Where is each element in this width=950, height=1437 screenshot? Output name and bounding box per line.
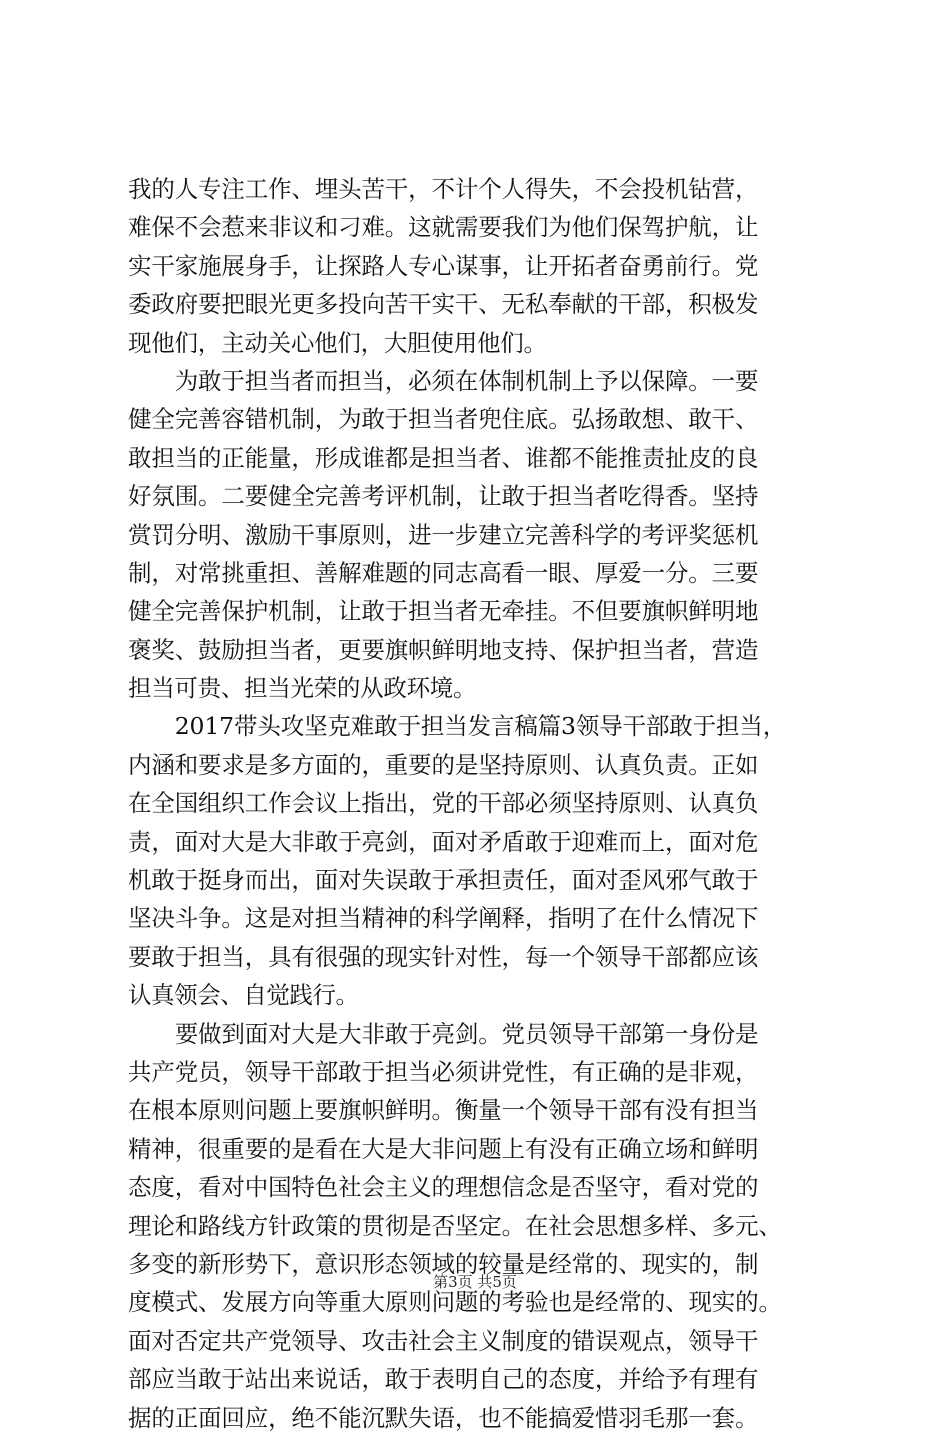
text-line: 委政府要把眼光更多投向苦干实干、无私奉献的干部，积极发 [128,290,759,319]
text-line: 责，面对大是大非敢于亮剑，面对矛盾敢于迎难而上，面对危 [128,827,759,856]
text-line: 难保不会惹来非议和刁难。这就需要我们为他们保驾护航，让 [128,213,759,242]
text-line: 认真领会、自觉践行。 [128,981,359,1010]
text-line: 担当可贵、担当光荣的从政环境。 [128,674,477,703]
text-line: 理论和路线方针政策的贯彻是否坚定。在社会思想多样、多元、 [128,1211,782,1240]
text-line: 面对否定共产党领导、攻击社会主义制度的错误观点，领导干 [128,1326,759,1355]
text-line: 态度，看对中国特色社会主义的理想信念是否坚守，看对党的 [128,1173,759,1202]
text-line: 为敢于担当者而担当，必须在体制机制上予以保障。一要 [128,366,759,395]
text-line: 褒奖、鼓励担当者，更要旗帜鲜明地支持、保护担当者，营造 [128,635,759,664]
text-line: 实干家施展身手，让探路人专心谋事，让开拓者奋勇前行。党 [128,251,759,280]
text-line: 健全完善保护机制，让敢于担当者无牵挂。不但要旗帜鲜明地 [128,597,759,626]
text-line: 要做到面对大是大非敢于亮剑。党员领导干部第一身份是 [128,1019,759,1048]
text-line: 赏罚分明、激励干事原则，进一步建立完善科学的考评奖惩机 [128,520,759,549]
text-line: 现他们，主动关心他们，大胆使用他们。 [128,328,547,357]
text-line: 敢担当的正能量，形成谁都是担当者、谁都不能推责扯皮的良 [128,443,759,472]
text-line: 在根本原则问题上要旗帜鲜明。衡量一个领导干部有没有担当 [128,1096,759,1125]
text-line: 机敢于挺身而出，面对失误敢于承担责任，面对歪风邪气敢于 [128,866,759,895]
text-line: 据的正面回应，绝不能沉默失语，也不能搞爱惜羽毛那一套。 [128,1403,759,1432]
text-line: 要敢于担当，具有很强的现实针对性，每一个领导干部都应该 [128,942,759,971]
text-line: 在全国组织工作会议上指出，党的干部必须坚持原则、认真负 [128,789,759,818]
text-line: 度模式、发展方向等重大原则问题的考验也是经常的、现实的。 [128,1288,782,1317]
text-line: 健全完善容错机制，为敢于担当者兜住底。弘扬敢想、敢干、 [128,405,759,434]
page-footer: 第3页 共5页 [433,1273,517,1291]
body-text [128,170,858,1437]
text-line: 精神，很重要的是看在大是大非问题上有没有正确立场和鲜明 [128,1134,759,1163]
text-line: 共产党员，领导干部敢于担当必须讲党性，有正确的是非观， [128,1057,759,1086]
text-line: 坚决斗争。这是对担当精神的科学阐释，指明了在什么情况下 [128,904,759,933]
text-line: 部应当敢于站出来说话，敢于表明自己的态度，并给予有理有 [128,1365,759,1394]
text-line: 内涵和要求是多方面的，重要的是坚持原则、认真负责。正如 [128,750,759,779]
text-line: 好氛围。二要健全完善考评机制，让敢于担当者吃得香。坚持 [128,482,759,511]
text-line: 2017带头攻坚克难敢于担当发言稿篇3领导干部敢于担当， [128,712,787,741]
text-line: 我的人专注工作、埋头苦干，不计个人得失，不会投机钻营， [128,175,759,203]
text-line: 多变的新形势下，意识形态领域的较量是经常的、现实的，制 [128,1249,759,1278]
text-line: 制，对常挑重担、善解难题的同志高看一眼、厚爱一分。三要 [128,558,759,587]
